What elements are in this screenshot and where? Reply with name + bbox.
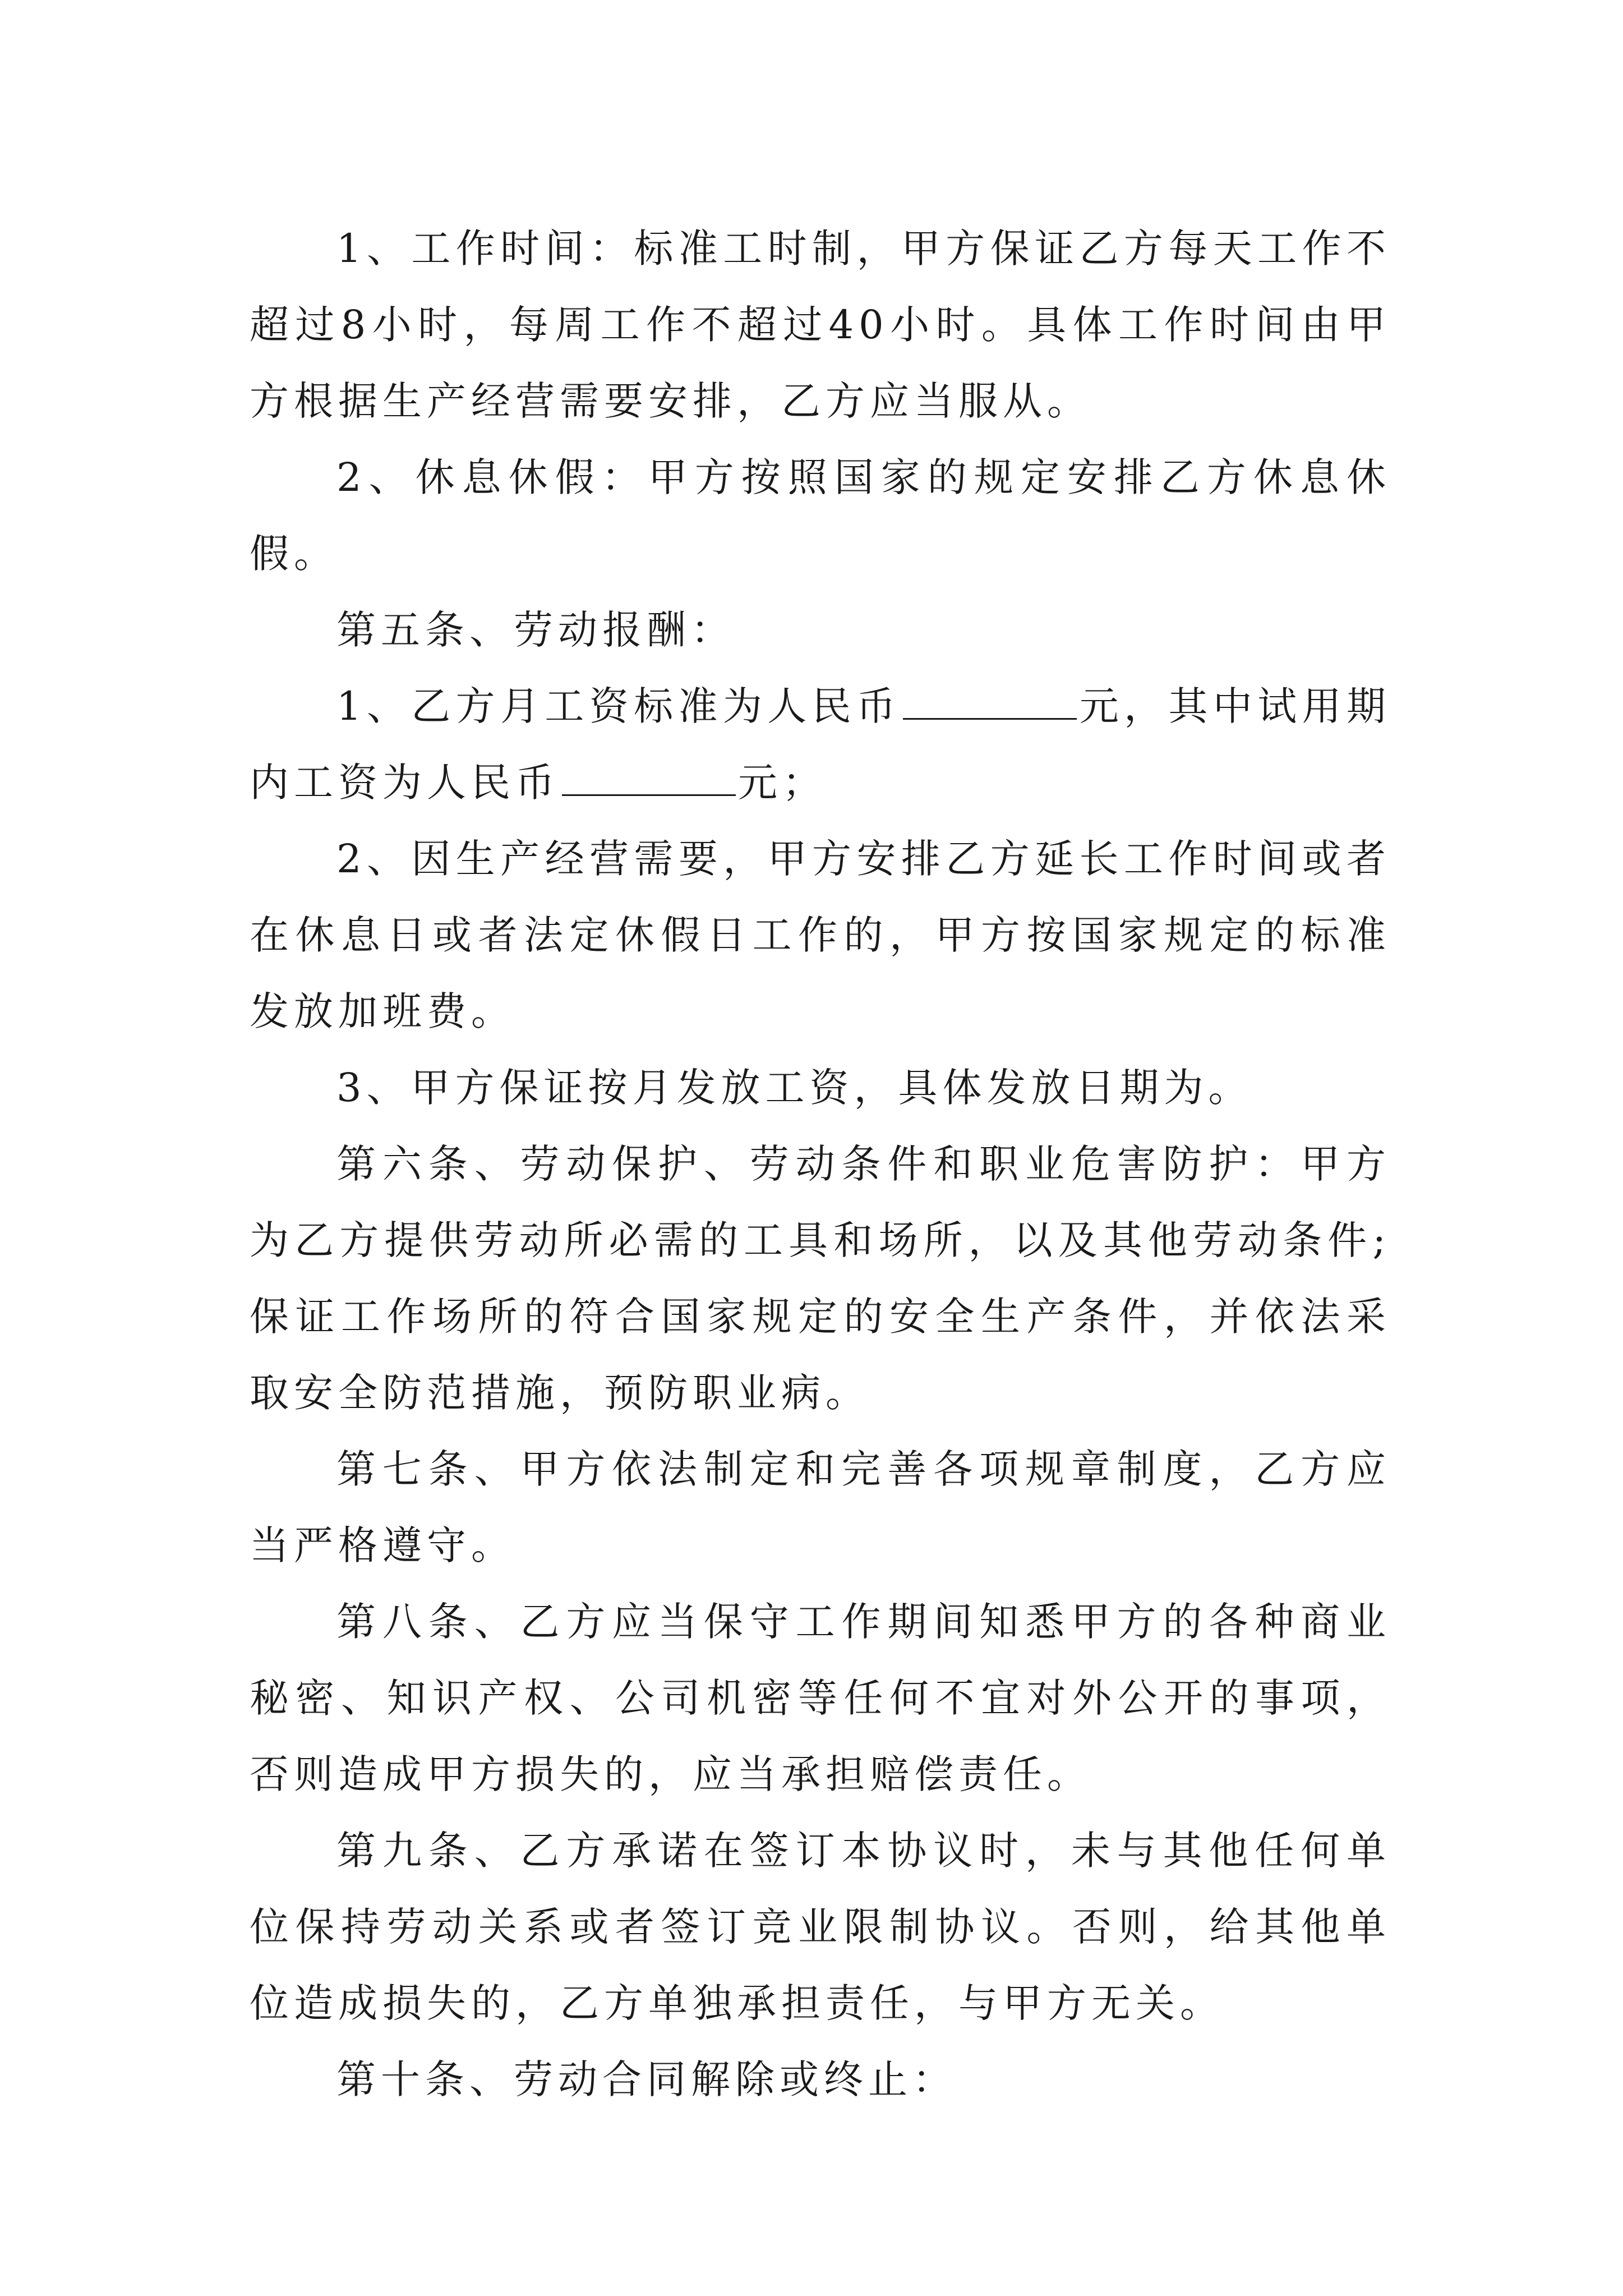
paragraph-article-7: 第七条、甲方依法制定和完善各项规章制度，乙方应当严格遵守。 — [250, 1446, 1391, 1568]
paragraph-article-6: 第六条、劳动保护、劳动条件和职业危害防护：甲方为乙方提供劳动所必需的工具和场所，以及其他劳动条件;保证工作场所的符合国家规定的安全生产条件，并依法采取安全防范措施，预防职业病。 — [250, 1141, 1391, 1416]
paragraph-article-8: 第八条、乙方应当保守工作期间知悉甲方的各种商业秘密、知识产权、公司机密等任何不宜对外公开的事项，否则造成甲方损失的，应当承担赔偿责任。 — [250, 1599, 1391, 1797]
paragraph-rest-leave: 2、休息休假：甲方按照国家的规定安排乙方休息休假。 — [250, 454, 1391, 577]
paragraph-pay-date: 3、甲方保证按月发放工资，具体发放日期为。 — [336, 1065, 1253, 1111]
salary-blank-probation — [562, 762, 736, 796]
salary-text-1: 1、乙方月工资标准为人民币 — [336, 683, 901, 729]
paragraph-overtime: 2、因生产经营需要，甲方安排乙方延长工作时间或者在休息日或者法定休假日工作的，甲方按国家规定的标准发放加班费。 — [250, 836, 1391, 1034]
heading-article-5: 第五条、劳动报酬： — [336, 607, 735, 653]
salary-text-3: 元； — [738, 760, 827, 806]
salary-text-2: 元，其中试用期内工资为人民币 — [250, 683, 1391, 806]
salary-blank-monthly — [903, 685, 1077, 720]
paragraph-salary-standard — [250, 668, 1391, 821]
paragraph-article-9: 第九条、乙方承诺在签订本协议时，未与其他任何单位保持劳动关系或者签订竞业限制协议。否则，给其他单位造成损失的，乙方单独承担责任，与甲方无关。 — [250, 1828, 1391, 2026]
document-body — [250, 210, 1391, 2118]
paragraph-work-hours: 1、工作时间：标准工时制，甲方保证乙方每天工作不超过8小时，每周工作不超过40小时。具体工作时间由甲方根据生产经营需要安排，乙方应当服从。 — [250, 226, 1391, 424]
heading-article-10: 第十条、劳动合同解除或终止： — [336, 2056, 957, 2102]
